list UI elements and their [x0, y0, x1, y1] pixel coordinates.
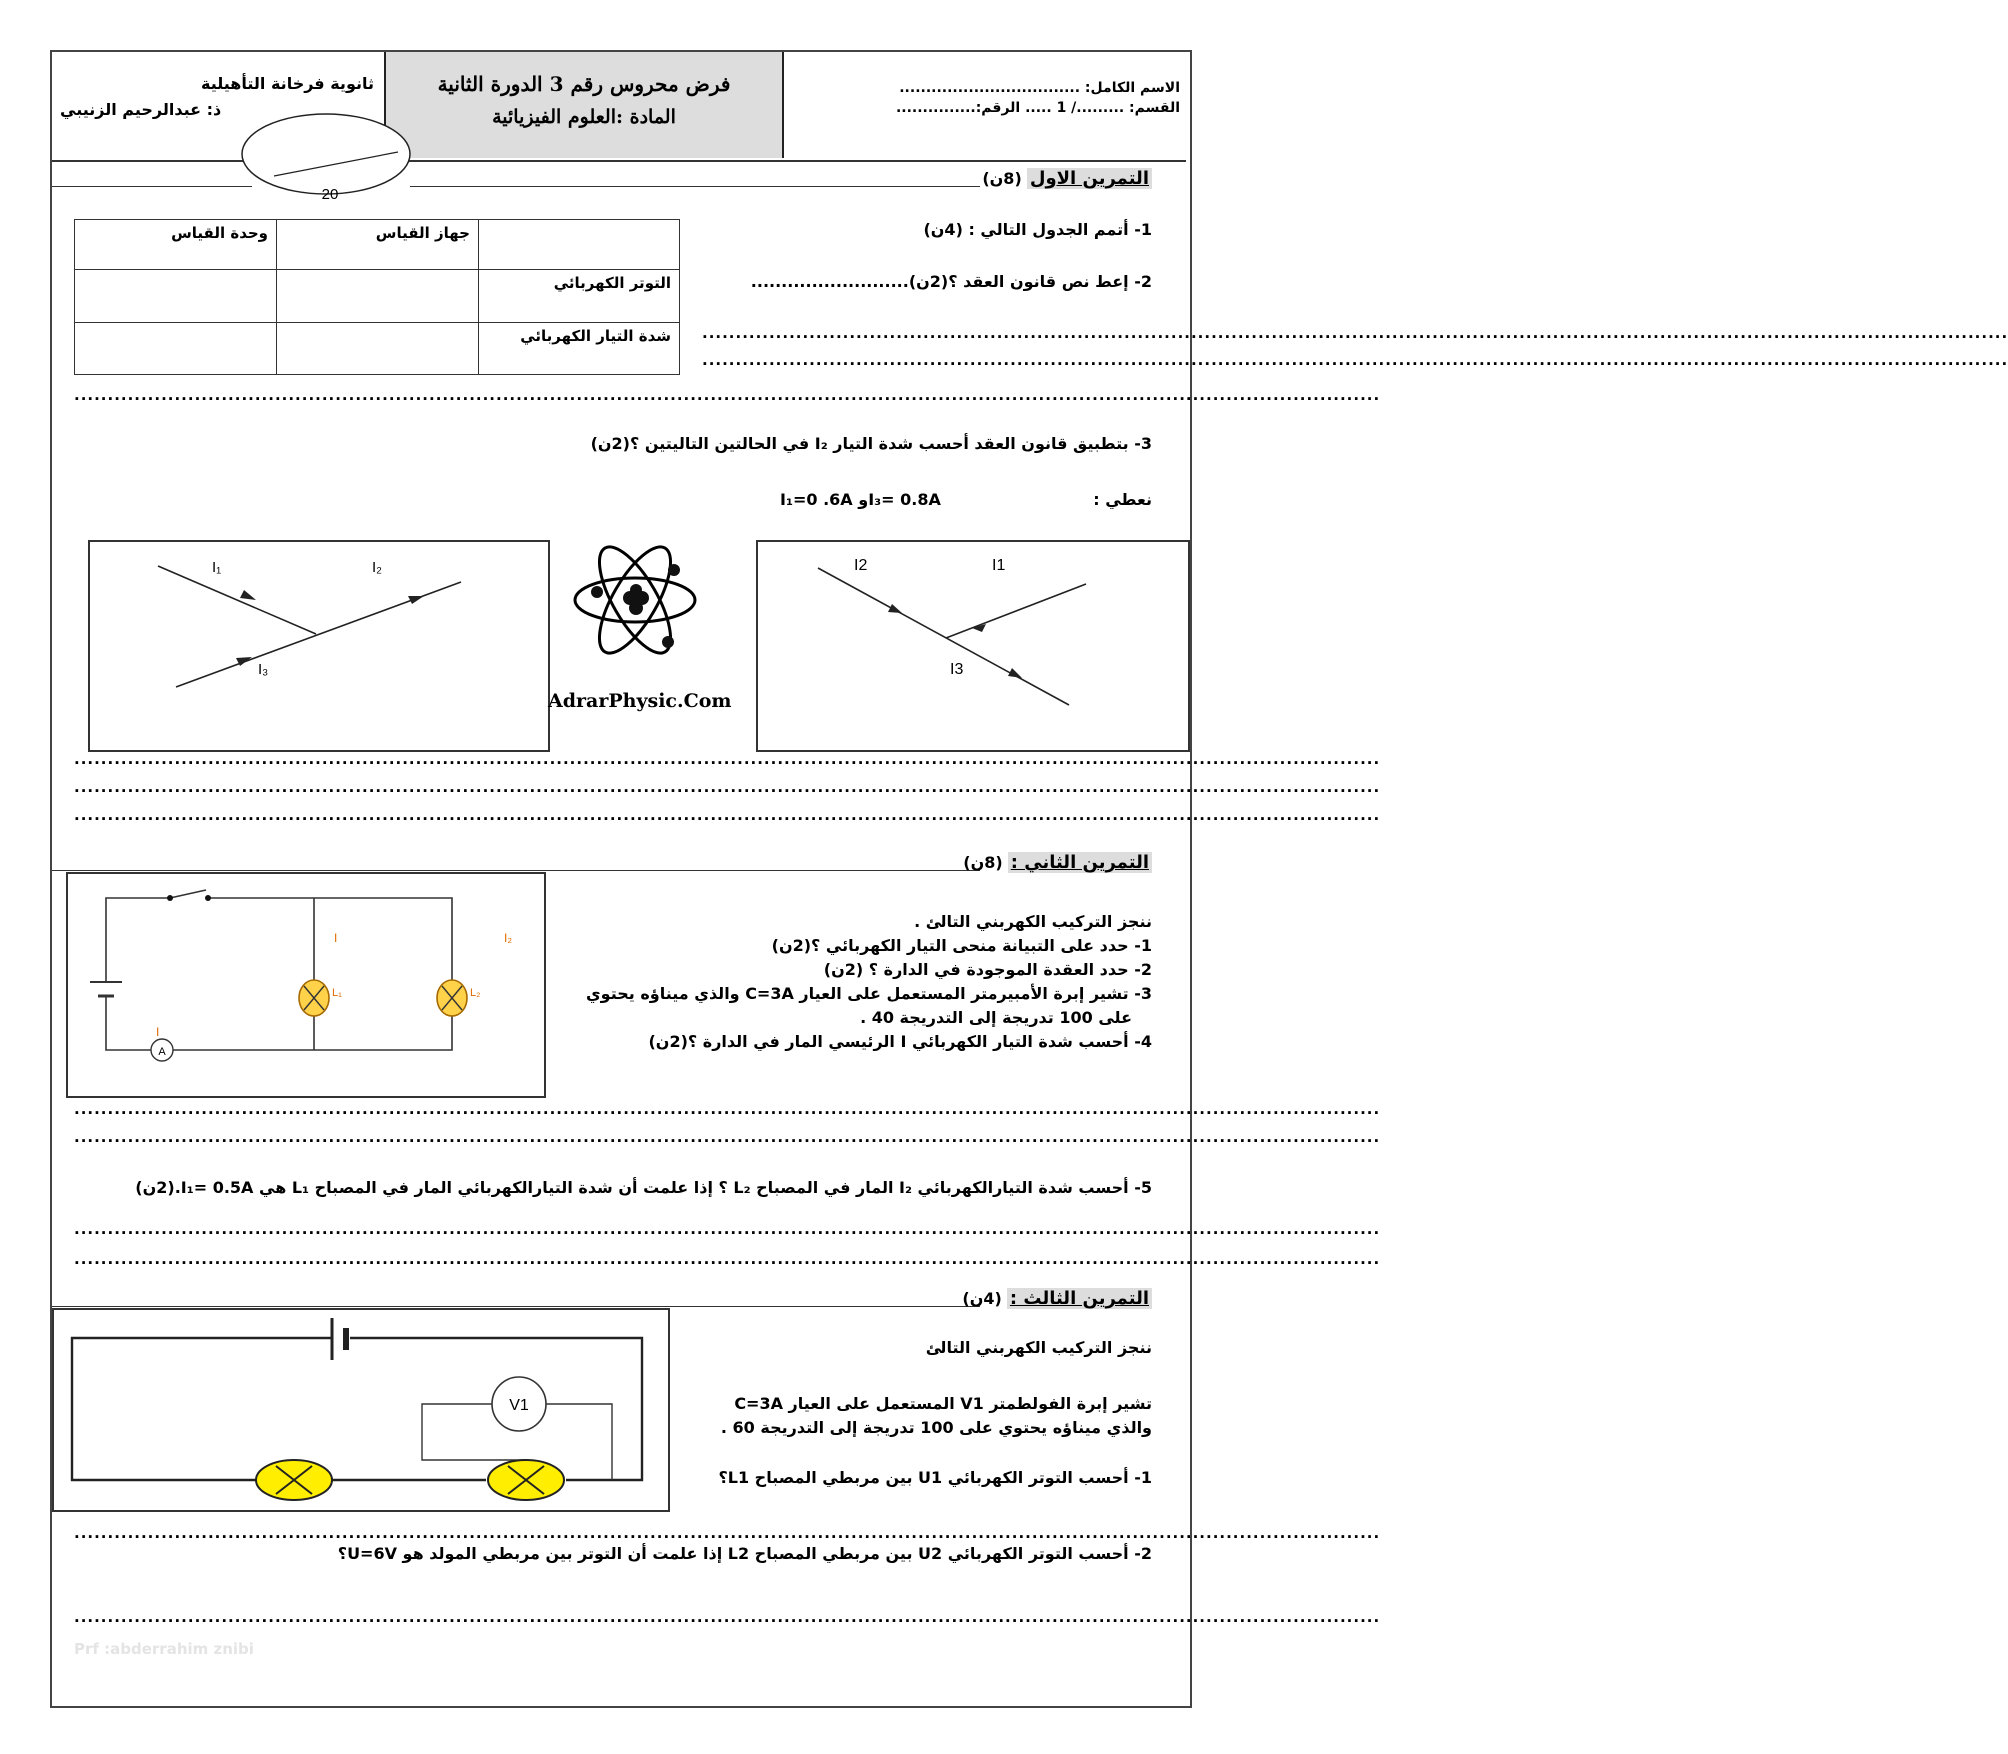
answer-line[interactable]: ................................................................................................................................................................................................... [74, 1220, 1381, 1238]
electron [662, 636, 674, 648]
score-total: 20 [321, 186, 339, 203]
ex2-points: (8ن) [963, 853, 1003, 872]
ex2-rule [52, 870, 980, 871]
label-l1: L₁ [332, 987, 342, 999]
switch-contact [205, 895, 211, 901]
answer-line[interactable]: ................................................................................................................................................................................................... [74, 750, 1381, 768]
given-values: I₁=0 .6A وI₃= 0.8A [780, 490, 941, 509]
ex3-text2: والذي ميناؤه يحتوي على 100 تدريجة إلى التدريجة 60 . [720, 1418, 1152, 1437]
answer-line[interactable]: ................................................................................................................................................................................................... [702, 324, 2008, 342]
ex2-q3b: على 100 تدريجة إلى التدريجة 40 . [860, 1008, 1132, 1027]
ex3-q1: 1- أحسب التوتر الكهربائي U1 بين مربطي المصباح L1؟ [718, 1468, 1152, 1487]
ex1-rule-left [52, 186, 252, 187]
circuit-ex2 [66, 872, 548, 1100]
label-i1-branch: I [334, 931, 338, 945]
ex3-points: (4ن) [962, 1289, 1002, 1308]
ex3-rule [52, 1306, 980, 1307]
given-label: نعطي : [1093, 490, 1152, 509]
table-cell-device-current[interactable] [277, 322, 479, 374]
answer-line[interactable]: ................................................................................................................................................................................................... [74, 778, 1381, 796]
measure-table [74, 219, 680, 375]
table-header-device: جهاز القياس [277, 220, 479, 270]
nucleus-particle [630, 584, 642, 596]
electron [591, 586, 603, 598]
student-name-field: الاسم الكامل: .................................. [899, 80, 1180, 96]
label-i1: I1 [992, 557, 1006, 574]
ex2-q2: 2- حدد العقدة الموجودة في الدارة ؟ (2ن) [823, 960, 1152, 979]
voltmeter-label: V1 [509, 1397, 529, 1414]
ex1-q1: 1- أتمم الجدول التالي : (4ن) [923, 220, 1152, 239]
label-i1: I₁ [212, 559, 222, 576]
answer-line[interactable]: ................................................................................................................................................................................................... [74, 1100, 1381, 1118]
table-cell-unit-voltage[interactable] [75, 270, 277, 322]
ex1-q2: 2- إعط نص قانون العقد ؟(2ن).......................... [750, 272, 1152, 291]
figure-frame [757, 541, 1189, 751]
ex2-title: التمرين الثاني : [1008, 852, 1152, 873]
switch-contact [167, 895, 173, 901]
class-number-field: القسم: ........./ 1 ..... الرقم:............... [895, 100, 1180, 116]
label-i3: I3 [950, 661, 964, 678]
table-row [75, 270, 680, 322]
ex1-heading [982, 168, 1152, 189]
answer-line[interactable]: ................................................................................................................................................................................................... [74, 1608, 1381, 1626]
teacher-name: ذ: عبدالرحيم الزنيبي [60, 100, 222, 119]
ex3-heading [962, 1288, 1152, 1309]
exam-title: فرض محروس رقم 3 الدورة الثانية [437, 72, 731, 96]
table-cell-quantity: شدة التيار الكهربائي [479, 322, 680, 374]
logo-text: AdrarPhysic.Com [548, 690, 732, 712]
ex1-rule-right [410, 186, 980, 187]
table-row [75, 322, 680, 374]
ex3-title: التمرين الثالث : [1007, 1288, 1152, 1309]
label-l2: L₂ [470, 987, 481, 999]
header-bottom-border [52, 160, 1186, 162]
ammeter-label: A [158, 1046, 166, 1058]
table-cell-device-voltage[interactable] [277, 270, 479, 322]
ex2-q1: 1- حدد على التبيانة منحى التيار الكهربائي ؟(2ن) [771, 936, 1152, 955]
ex3-intro: ننجز التركيب الكهربني التالئ [925, 1338, 1152, 1357]
ex1-q3: 3- بتطبيق قانون العقد أحسب شدة التيار I₂ في الحالتين التاليتين ؟(2ن) [590, 434, 1152, 453]
watermark: Prf :abderrahim znibi [74, 1640, 254, 1658]
ex2-q3a: 3- تشير إبرة الأمبيرمتر المستعمل على العيار C=3A والذي ميناؤه يحتوي [586, 984, 1152, 1003]
ex1-points: (8ن) [982, 169, 1022, 188]
ex3-q2: 2- أحسب التوتر الكهربائي U2 بين مربطي المصباح L2 إذا علمت أن التوتر بين مربطي المولد هو U=6V؟ [337, 1544, 1152, 1563]
electron [668, 564, 680, 576]
table-header-empty [479, 220, 680, 270]
node-figure-right [756, 540, 1192, 752]
school-name: ثانوية فرخانة التأهيلية [200, 74, 374, 93]
answer-line[interactable]: ................................................................................................................................................................................................... [74, 806, 1381, 824]
score-ellipse [238, 110, 414, 202]
ex2-q5: 5- أحسب شدة التيارالكهربائي I₂ المار في المصباح L₂ ؟ إذا علمت أن شدة التيارالكهربائي المار في المصباح L₁ هي I₁= 0.5A.(2ن) [135, 1178, 1152, 1197]
ex3-text1: تشير إبرة الفولطمتر V1 المستعمل على العيار C=3A [734, 1394, 1152, 1413]
label-i2: I₂ [504, 931, 512, 945]
nucleus-particle [629, 601, 643, 615]
answer-line[interactable]: ................................................................................................................................................................................................... [74, 1524, 1381, 1542]
circuit-ex3 [52, 1308, 672, 1514]
answer-line[interactable]: ................................................................................................................................................................................................... [74, 1250, 1381, 1268]
label-i2: I₂ [372, 559, 382, 576]
answer-line[interactable]: ................................................................................................................................................................................................... [74, 386, 1381, 404]
table-header-unit: وحدة القياس [75, 220, 277, 270]
atom-logo [560, 530, 710, 680]
answer-line[interactable]: ................................................................................................................................................................................................... [74, 1128, 1381, 1146]
ex2-intro: ننجز التركيب الكهربني التالئ . [914, 912, 1152, 931]
header-title-cell [386, 52, 784, 158]
figure-frame [89, 541, 549, 751]
table-header-row [75, 220, 680, 270]
ex2-heading [963, 852, 1152, 873]
label-i3: I₃ [258, 661, 269, 678]
answer-line[interactable]: ................................................................................................................................................................................................... [702, 351, 2008, 369]
ex2-q4: 4- أحسب شدة التيار الكهربائي I الرئيسي المار في الدارة ؟(2ن) [648, 1032, 1152, 1051]
ex1-title: التمرين الاول [1027, 168, 1152, 189]
label-i-main: I [156, 1025, 160, 1039]
label-i2: I2 [854, 557, 868, 574]
header [52, 52, 1186, 160]
table-cell-quantity: التوتر الكهربائي [479, 270, 680, 322]
node-figure-left [88, 540, 550, 752]
subject-title: المادة :العلوم الفيزيائية [492, 106, 676, 128]
table-cell-unit-current[interactable] [75, 322, 277, 374]
header-student-cell [784, 52, 1186, 158]
